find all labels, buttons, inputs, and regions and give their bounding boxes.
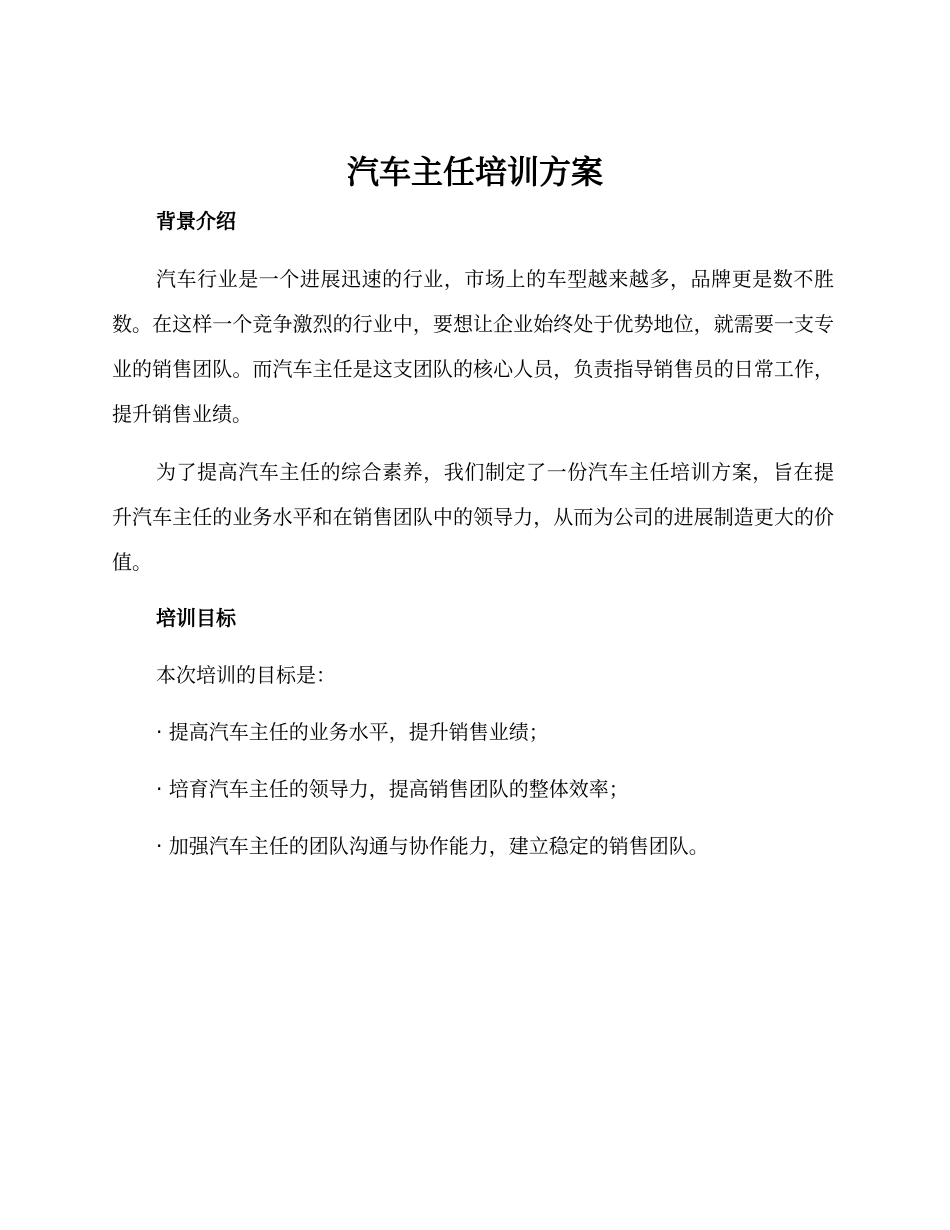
background-paragraph-1: 汽车行业是一个进展迅速的行业，市场上的车型越来越多，品牌更是数不胜数。在这样一个竞争激烈的行业中，要想让企业始终处于优势地位，就需要一支专业的销售团队。而汽车主任是这支团队的核心人员，负责指导销售员的日常工作，提升销售业绩。 [112, 267, 834, 426]
goal-bullet-3: · 加强汽车主任的团队沟通与协作能力，建立稳定的销售团队。 [156, 834, 709, 858]
background-paragraph-2: 为了提高汽车主任的综合素养，我们制定了一份汽车主任培训方案，旨在提升汽车主任的业务水平和在销售团队中的领导力，从而为公司的进展制造更大的价值。 [112, 460, 834, 574]
section-heading-background: 背景介绍 [156, 209, 236, 233]
goal-bullet-1: · 提高汽车主任的业务水平，提升销售业绩； [156, 720, 549, 744]
goals-intro: 本次培训的目标是： [156, 663, 336, 687]
document-title: 汽车主任培训方案 [346, 153, 603, 191]
section-heading-goals: 培训目标 [156, 606, 236, 630]
goal-bullet-2: · 培育汽车主任的领导力，提高销售团队的整体效率； [156, 777, 629, 801]
